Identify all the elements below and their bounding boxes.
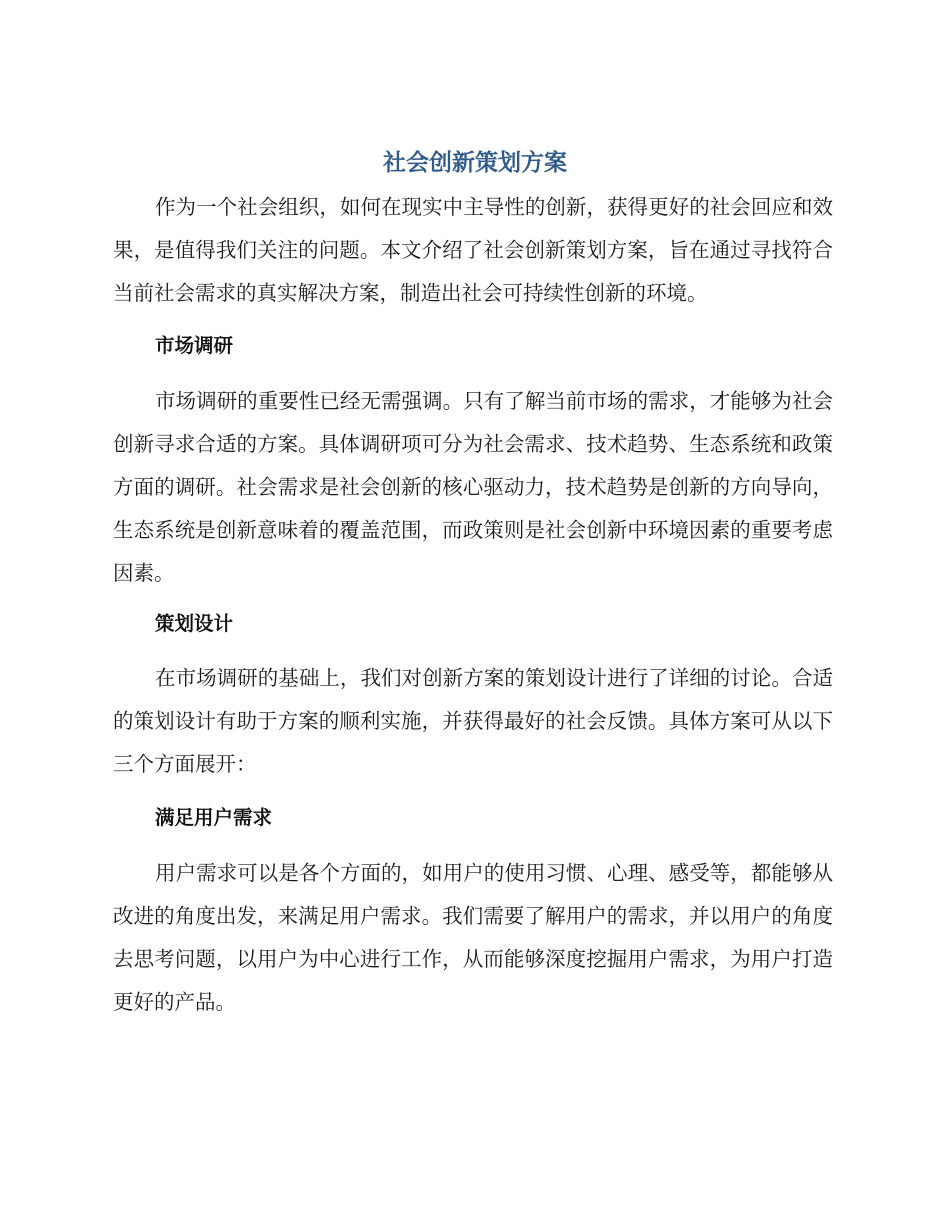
section-body-user-needs: 用户需求可以是各个方面的，如用户的使用习惯、心理、感受等，都能够从改进的角度出发，来满足用户需求。我们需要了解用户的需求，并以用户的角度去思考问题，以用户为中心进行工作，从而能够深度挖掘用户需求，为用户打造更好的产品。 — [113, 861, 833, 1014]
document-title: 社会创新策划方案 — [383, 150, 567, 176]
section-body-planning-design: 在市场调研的基础上，我们对创新方案的策划设计进行了详细的讨论。合适的策划设计有助于方案的顺利实施，并获得最好的社会反馈。具体方案可从以下三个方面展开： — [113, 666, 833, 776]
section-body-market-research: 市场调研的重要性已经无需强调。只有了解当前市场的需求，才能够为社会创新寻求合适的方案。具体调研项可分为社会需求、技术趋势、生态系统和政策方面的调研。社会需求是社会创新的核心驱动力，技术趋势是创新的方向导向，生态系统是创新意味着的覆盖范围，而政策则是社会创新中环境因素的重要考虑因素。 — [113, 389, 833, 585]
section-heading-market-research: 市场调研 — [155, 334, 234, 357]
section-heading-planning-design: 策划设计 — [155, 612, 234, 635]
intro-paragraph: 作为一个社会组织，如何在现实中主导性的创新，获得更好的社会回应和效果，是值得我们关注的问题。本文介绍了社会创新策划方案，旨在通过寻找符合当前社会需求的真实解决方案，制造出社会可持续性创新的环境。 — [113, 195, 833, 305]
section-heading-user-needs: 满足用户需求 — [155, 806, 273, 829]
